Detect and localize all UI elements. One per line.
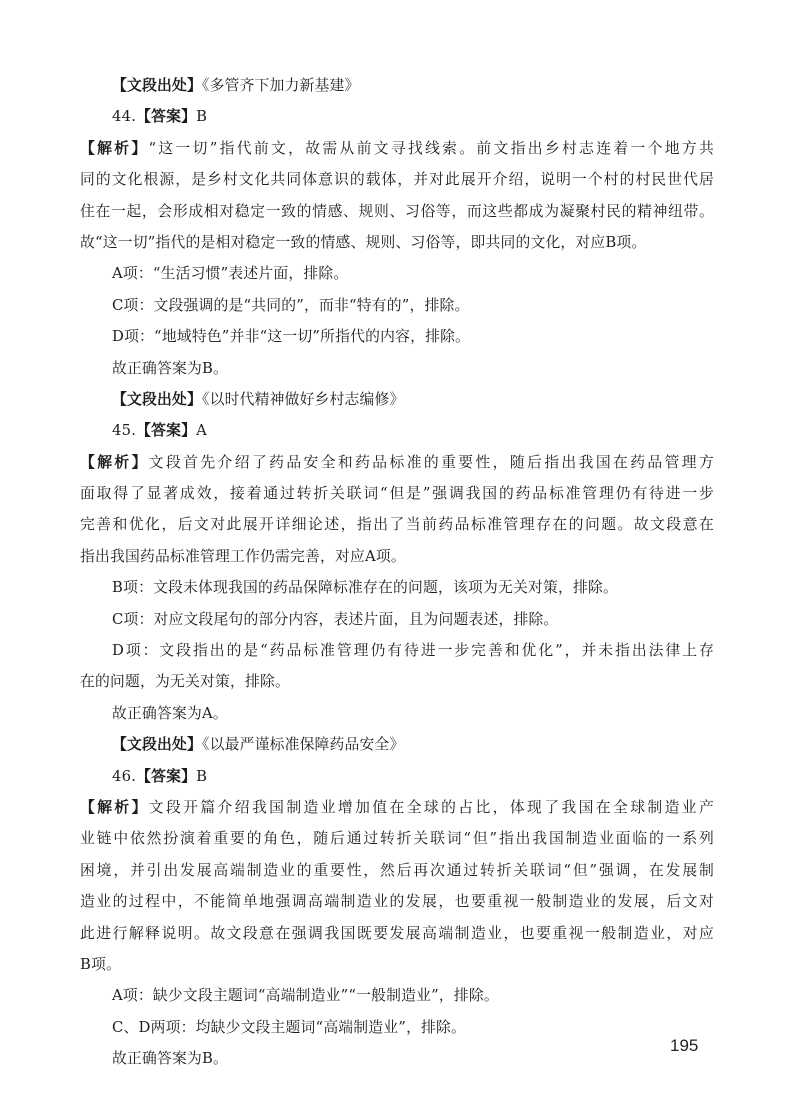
option-text: 故正确答案为B。 — [112, 1050, 229, 1068]
analysis-text: 文段首先介绍了药品安全和药品标准的重要性，随后指出我国在药品管理方 — [148, 453, 714, 471]
question-number: 46. — [112, 767, 137, 785]
option-line — [80, 290, 714, 321]
option-text: D项：“地域特色”并非“这一切”所指代的内容，排除。 — [112, 328, 471, 346]
answer-tag: 【答案】 — [136, 108, 197, 126]
option-text: C项：文段强调的是“共同的”，而非“特有的”，排除。 — [112, 296, 470, 314]
option-line — [80, 572, 714, 603]
option-text: A项：缺少文段主题词“高端制造业”“一般制造业”，排除。 — [112, 987, 499, 1005]
paragraph-text: 面取得了显著成效，接着通过转折关联词“但是”强调我国的药品标准管理仍有待进一步 — [80, 485, 714, 503]
paragraph-text: 完善和优化，后文对此展开详细论述，指出了当前药品标准管理存在的问题。故文段意在 — [80, 516, 714, 534]
paragraph-text: 造业的过程中，不能简单地强调高端制造业的发展，也要重视一般制造业的发展，后文对 — [80, 893, 714, 911]
question-number: 45. — [112, 422, 137, 440]
paragraph-text: 业链中依然扮演着重要的角色，随后通过转折关联词“但”指出我国制造业面临的一系列 — [80, 830, 714, 848]
analysis-text: 文段开篇介绍我国制造业增加值在全球的占比，体现了我国在全球制造业产 — [148, 798, 714, 816]
option-line — [80, 353, 714, 384]
option-line — [80, 1043, 714, 1074]
source-tag: 【文段出处】 — [112, 736, 202, 754]
paragraph-line — [80, 823, 714, 854]
option-text: B项：文段未体现我国的药品保障标准存在的问题，该项为无关对策，排除。 — [112, 579, 618, 597]
answer-line — [80, 101, 714, 132]
option-line — [80, 321, 714, 352]
paragraph-text: 困境，并引出发展高端制造业的重要性，然后再次通过转折关联词“但”强调，在发展制 — [80, 861, 714, 879]
source-title: 《以时代精神做好乡村志编修》 — [201, 390, 405, 408]
paragraph-text: 在的问题，为无关对策，排除。 — [80, 673, 290, 691]
analysis-tag: 【解析】 — [80, 453, 149, 471]
answer-letter: B — [196, 108, 208, 126]
paragraph-line — [80, 509, 714, 540]
paragraph-text: 指出我国药品标准管理工作仍需完善，对应A项。 — [80, 547, 406, 565]
answer-tag: 【答案】 — [136, 767, 197, 785]
paragraph-text: 同的文化根源，是乡村文化共同体意识的载体，并对此展开介绍，说明一个村的村民世代居 — [80, 171, 714, 189]
analysis-tag: 【解析】 — [80, 139, 149, 157]
source-line — [80, 70, 714, 101]
answer-letter: A — [196, 422, 208, 440]
analysis-text: “这一切”指代前文，故需从前文寻找线索。前文指出乡村志连着一个地方共 — [148, 139, 714, 157]
paragraph-text: 住在一起，会形成相对稳定一致的情感、规则、习俗等，而这些都成为凝聚村民的精神纽带。 — [80, 202, 714, 220]
paragraph-text: B项。 — [80, 955, 122, 973]
question-number: 44. — [112, 108, 137, 126]
paragraph-line — [80, 918, 714, 949]
option-text: 故正确答案为B。 — [112, 359, 229, 377]
answer-line — [80, 415, 714, 446]
option-text: A项：“生活习惯”表述片面，排除。 — [112, 265, 349, 283]
answer-line — [80, 761, 714, 792]
answer-explanations — [80, 70, 714, 1075]
analysis-tag: 【解析】 — [80, 798, 149, 816]
option-text: C、D两项：均缺少文段主题词“高端制造业”，排除。 — [112, 1018, 467, 1036]
paragraph-line — [80, 666, 714, 697]
answer-letter: B — [196, 767, 208, 785]
paragraph-line — [80, 541, 714, 572]
source-title: 《多管齐下加力新基建》 — [201, 77, 360, 94]
analysis-line — [80, 792, 714, 823]
paragraph-line — [80, 227, 714, 258]
paragraph-line — [80, 886, 714, 917]
paragraph-line — [80, 164, 714, 195]
paragraph-line — [80, 196, 714, 227]
source-tag: 【文段出处】 — [112, 77, 202, 94]
source-tag: 【文段出处】 — [112, 390, 202, 408]
paragraph-text: 此进行解释说明。故文段意在强调我国既要发展高端制造业，也要重视一般制造业，对应 — [80, 924, 714, 942]
source-line — [80, 384, 714, 415]
answer-tag: 【答案】 — [136, 422, 197, 440]
option-text: C项：对应文段尾句的部分内容，表述片面，且为问题表述，排除。 — [112, 610, 559, 628]
source-title: 《以最严谨标准保障药品安全》 — [201, 736, 405, 754]
paragraph-line — [80, 478, 714, 509]
paragraph-line — [80, 949, 714, 980]
source-line — [80, 729, 714, 760]
paragraph-text: D项：文段指出的是“药品标准管理仍有待进一步完善和优化”，并未指出法律上存 — [112, 642, 714, 660]
paragraph-line — [80, 855, 714, 886]
option-text: 故正确答案为A。 — [112, 704, 228, 722]
option-line — [80, 1012, 714, 1043]
option-line — [80, 980, 714, 1011]
option-line — [80, 604, 714, 635]
option-line — [80, 698, 714, 729]
paragraph-text: 故“这一切”指代的是相对稳定一致的情感、规则、习俗等，即共同的文化，对应B项。 — [80, 233, 647, 251]
page-number: 195 — [670, 1036, 699, 1055]
analysis-line — [80, 133, 714, 164]
analysis-line — [80, 447, 714, 478]
paragraph-line — [80, 635, 714, 666]
option-line — [80, 258, 714, 289]
